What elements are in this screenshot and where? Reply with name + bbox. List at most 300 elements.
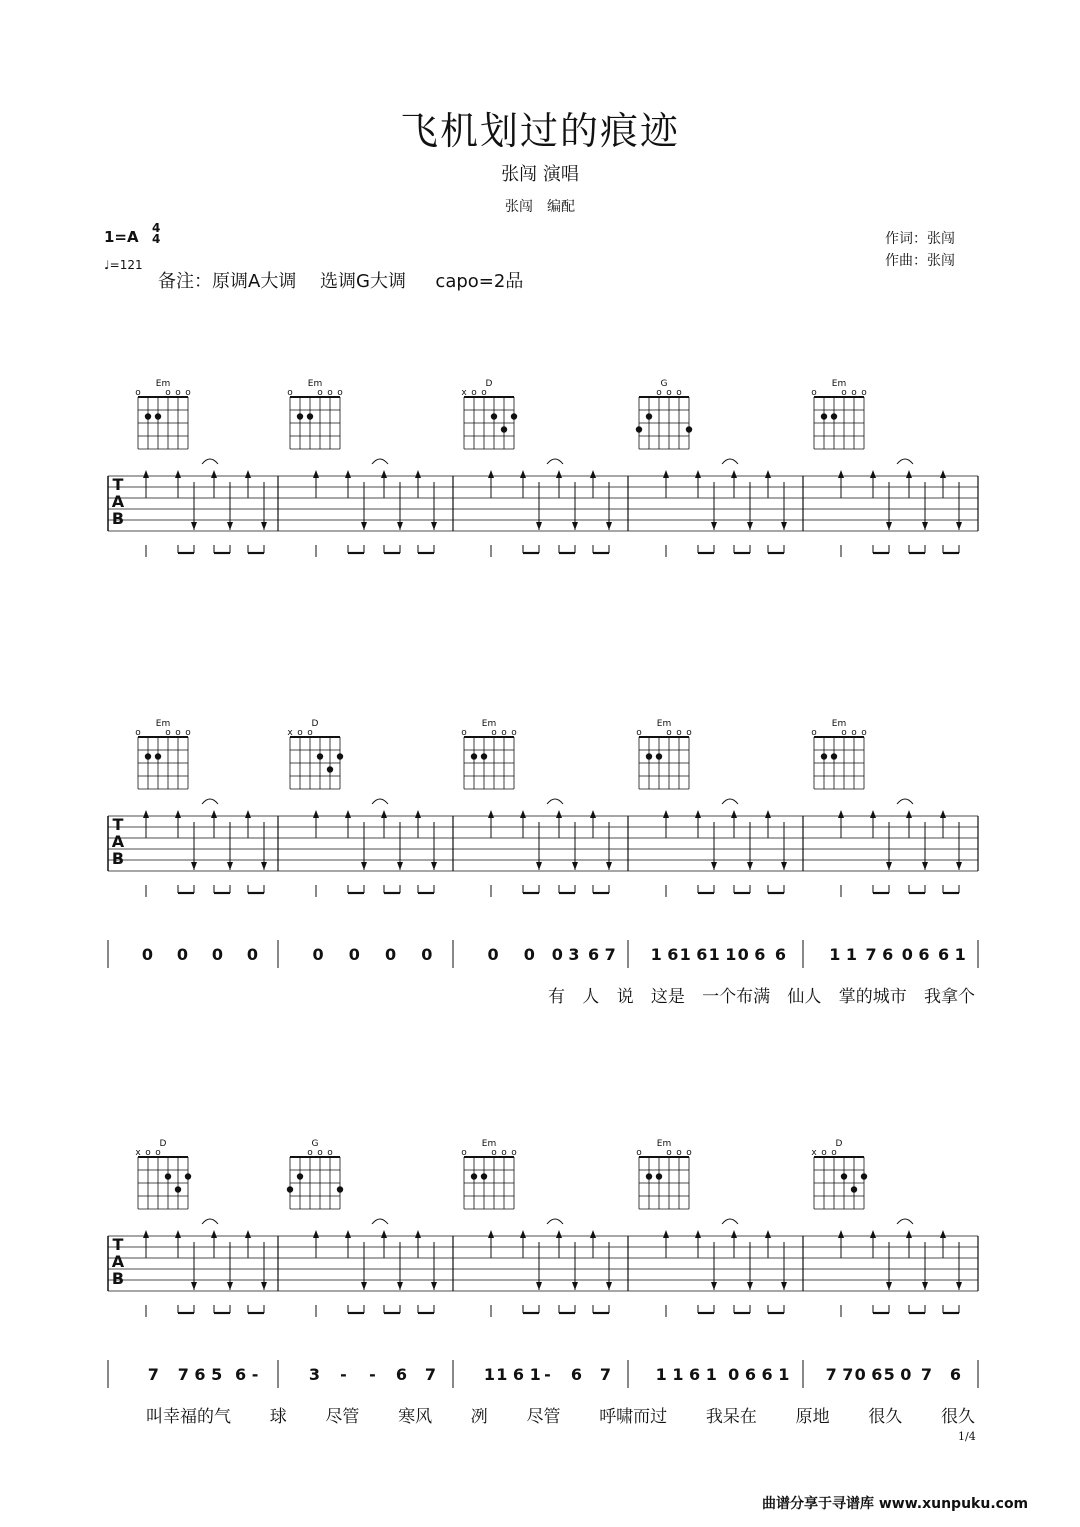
strum-measure (838, 799, 962, 897)
jianpu-note: 0 (385, 945, 397, 964)
lyric-word: 尽管 (526, 1407, 561, 1427)
open-string-icon: o (185, 388, 191, 398)
tie-arc (372, 799, 388, 804)
tie-arc (547, 1219, 563, 1224)
strum-up-arrow (940, 810, 946, 818)
strum-up-arrow (556, 1230, 562, 1238)
chord-name: D (485, 379, 493, 389)
open-string-icon: o (501, 1148, 507, 1158)
strum-measure (313, 459, 437, 557)
strum-up-arrow (520, 470, 526, 478)
strum-up-arrow (415, 1230, 421, 1238)
strum-down-arrow (536, 862, 542, 870)
open-string-icon: o (317, 388, 323, 398)
chord-name: G (660, 379, 668, 389)
open-string-icon: o (317, 1148, 323, 1158)
open-string-icon: o (851, 728, 857, 738)
finger-dot (297, 413, 303, 419)
finger-dot (337, 753, 343, 759)
strum-up-arrow (870, 1230, 876, 1238)
page-number: 1/4 (958, 1430, 976, 1443)
finger-dot (501, 426, 507, 432)
open-string-icon: o (297, 728, 303, 738)
finger-dot (337, 1186, 343, 1192)
strum-measure (663, 799, 787, 897)
open-string-icon: o (666, 728, 672, 738)
strum-up-arrow (663, 1230, 669, 1238)
finger-dot (155, 413, 161, 419)
lyric-word: 有 (548, 987, 565, 1007)
muted-string-icon: x (461, 388, 467, 398)
strum-measure (313, 799, 437, 897)
strum-up-arrow (838, 810, 844, 818)
finger-dot (861, 1173, 867, 1179)
jianpu-note: 6 (570, 1365, 583, 1384)
finger-dot (185, 1173, 191, 1179)
open-string-icon: o (175, 728, 181, 738)
arrangement-note: 备注：原调A大调 选调G大调 capo=2品 (158, 271, 524, 292)
strum-measure (838, 459, 962, 557)
finger-dot (297, 1173, 303, 1179)
finger-dot (636, 426, 642, 432)
finger-dot (165, 1173, 171, 1179)
jianpu-note: 0 6 6 1 (728, 1365, 790, 1384)
jianpu-note: 6 7 (587, 945, 616, 964)
arranger-credit: 张闯 编配 (505, 199, 575, 215)
jianpu-note: 6 - (234, 1365, 259, 1384)
strum-up-arrow (765, 470, 771, 478)
open-string-icon: o (686, 728, 692, 738)
lyric-word: 原地 (795, 1407, 830, 1427)
strum-down-arrow (261, 1282, 267, 1290)
strum-up-arrow (590, 470, 596, 478)
open-string-icon: o (676, 728, 682, 738)
open-string-icon: o (461, 1148, 467, 1158)
open-string-icon: o (307, 728, 313, 738)
finger-dot (155, 753, 161, 759)
open-string-icon: o (287, 388, 293, 398)
tab-clef-letter: A (111, 492, 125, 511)
chord-diagram (287, 1139, 343, 1209)
open-string-icon: o (686, 1148, 692, 1158)
strum-up-arrow (211, 470, 217, 478)
open-string-icon: o (501, 728, 507, 738)
tie-arc (372, 459, 388, 464)
chord-diagram (287, 719, 343, 789)
open-string-icon: o (656, 388, 662, 398)
open-string-icon: o (511, 728, 517, 738)
open-string-icon: o (165, 388, 171, 398)
jianpu-note: 6 (774, 945, 787, 964)
strum-down-arrow (431, 1282, 437, 1290)
chord-diagram (135, 379, 191, 449)
jianpu-note: 0 (141, 945, 154, 964)
finger-dot (481, 1173, 487, 1179)
jianpu-note: 0 (211, 945, 224, 964)
strum-down-arrow (572, 522, 578, 530)
strum-down-arrow (397, 1282, 403, 1290)
strum-up-arrow (590, 1230, 596, 1238)
tie-arc (202, 799, 218, 804)
strum-up-arrow (695, 810, 701, 818)
jianpu-note: 7 (424, 1365, 437, 1384)
tie-arc (202, 459, 218, 464)
jianpu-note: 0 3 (551, 945, 580, 964)
strum-up-arrow (695, 1230, 701, 1238)
strum-down-arrow (781, 522, 787, 530)
finger-dot (287, 1186, 293, 1192)
strum-up-arrow (520, 1230, 526, 1238)
jianpu-note: - (544, 1365, 551, 1384)
chord-diagram (287, 379, 343, 449)
lyric-word: 说 (616, 987, 634, 1007)
lyric-word: 这是 (650, 987, 685, 1007)
strum-up-arrow (175, 1230, 181, 1238)
strum-down-arrow (956, 522, 962, 530)
strum-down-arrow (781, 862, 787, 870)
chord-name: Em (481, 1139, 497, 1149)
strum-up-arrow (245, 470, 251, 478)
site-footer: 曲谱分享于寻谱库 www.xunpuku.com (762, 1496, 1029, 1512)
strum-down-arrow (361, 522, 367, 530)
open-string-icon: o (185, 728, 191, 738)
strum-down-arrow (711, 522, 717, 530)
chord-diagram (636, 1139, 692, 1209)
tab-clef-letter: T (112, 475, 124, 494)
open-string-icon: o (831, 1148, 837, 1158)
open-string-icon: o (307, 1148, 313, 1158)
strum-up-arrow (345, 470, 351, 478)
strum-up-arrow (520, 810, 526, 818)
strum-down-arrow (227, 862, 233, 870)
strum-up-arrow (143, 810, 149, 818)
finger-dot (821, 413, 827, 419)
chord-diagram (636, 719, 692, 789)
strum-up-arrow (143, 470, 149, 478)
strum-down-arrow (956, 1282, 962, 1290)
chord-name: Em (656, 1139, 672, 1149)
open-string-icon: o (327, 1148, 333, 1158)
finger-dot (175, 1186, 181, 1192)
chord-diagram (461, 379, 517, 449)
strum-down-arrow (781, 1282, 787, 1290)
strum-down-arrow (227, 1282, 233, 1290)
jianpu-line (108, 1360, 978, 1388)
tie-arc (372, 1219, 388, 1224)
jianpu-note: 0 (421, 945, 433, 964)
open-string-icon: o (491, 728, 497, 738)
finger-dot (491, 413, 497, 419)
lyric-word: 仙人 (787, 987, 822, 1007)
lyric-word: 球 (269, 1407, 287, 1427)
strum-up-arrow (345, 810, 351, 818)
strum-measure (143, 459, 267, 557)
jianpu-note: 1 1 (829, 945, 858, 964)
strum-down-arrow (361, 1282, 367, 1290)
strum-up-arrow (906, 1230, 912, 1238)
song-title: 飞机划过的痕迹 (399, 109, 680, 153)
strum-up-arrow (313, 1230, 319, 1238)
strum-up-arrow (556, 470, 562, 478)
jianpu-note: 0 (312, 945, 324, 964)
open-string-icon: o (481, 388, 487, 398)
strum-up-arrow (940, 1230, 946, 1238)
strum-down-arrow (536, 522, 542, 530)
strum-measure (313, 1219, 437, 1317)
jianpu-note: 7 (599, 1365, 612, 1384)
strum-up-arrow (663, 810, 669, 818)
strum-down-arrow (431, 862, 437, 870)
finger-dot (831, 753, 837, 759)
finger-dot (656, 753, 662, 759)
open-string-icon: o (666, 1148, 672, 1158)
open-string-icon: o (676, 1148, 682, 1158)
strum-measure (488, 459, 612, 557)
quarter-note-icon: ♩ (104, 258, 110, 272)
strum-measure (838, 1219, 962, 1317)
jianpu-note: 0 (246, 945, 259, 964)
tab-clef-letter: A (111, 1252, 125, 1271)
tab-clef-letter: T (112, 815, 124, 834)
strum-up-arrow (731, 810, 737, 818)
chord-diagram (811, 719, 867, 789)
strum-down-arrow (191, 1282, 197, 1290)
strum-measure (143, 799, 267, 897)
lyric-word: 我拿个 (924, 987, 975, 1007)
strum-up-arrow (870, 470, 876, 478)
strum-up-arrow (765, 810, 771, 818)
lyric-word: 我呆在 (705, 1407, 757, 1427)
finger-dot (145, 753, 151, 759)
strum-down-arrow (606, 1282, 612, 1290)
tab-clef-letter: B (111, 1269, 125, 1288)
tie-arc (722, 459, 738, 464)
strum-up-arrow (175, 470, 181, 478)
strum-up-arrow (663, 470, 669, 478)
strum-up-arrow (940, 470, 946, 478)
strum-up-arrow (488, 470, 494, 478)
open-string-icon: o (155, 1148, 161, 1158)
chord-name: Em (155, 379, 171, 389)
strum-down-arrow (711, 1282, 717, 1290)
open-string-icon: o (861, 388, 867, 398)
tie-arc (722, 799, 738, 804)
strum-measure (143, 1219, 267, 1317)
jianpu-note: 0 6 (854, 1365, 883, 1384)
jianpu-line (108, 940, 978, 968)
chord-name: Em (155, 719, 171, 729)
jianpu-note: 7 6 (865, 945, 894, 964)
open-string-icon: o (135, 388, 141, 398)
open-string-icon: o (327, 388, 333, 398)
strum-up-arrow (556, 810, 562, 818)
strum-down-arrow (572, 862, 578, 870)
finger-dot (841, 1173, 847, 1179)
open-string-icon: o (666, 388, 672, 398)
strum-up-arrow (731, 470, 737, 478)
chord-diagram (135, 1139, 191, 1209)
lyric-word: 叫幸福的气 (146, 1407, 231, 1427)
key-signature: 1=A (104, 228, 139, 246)
lyric-word: 很久 (941, 1407, 975, 1427)
strum-up-arrow (415, 810, 421, 818)
lyric-word: 尽管 (325, 1407, 360, 1427)
open-string-icon: o (511, 1148, 517, 1158)
strum-down-arrow (922, 1282, 928, 1290)
strum-down-arrow (747, 522, 753, 530)
chord-name: G (311, 1139, 319, 1149)
jianpu-note: 0 (348, 945, 360, 964)
tab-clef-letter: B (111, 509, 125, 528)
chord-name: Em (656, 719, 672, 729)
strum-measure (488, 1219, 612, 1317)
strum-down-arrow (711, 862, 717, 870)
meter-bottom: 4 (152, 232, 161, 246)
strum-up-arrow (488, 810, 494, 818)
jianpu-note: 1 1 (708, 945, 737, 964)
strum-down-arrow (747, 1282, 753, 1290)
lyric-word: 呼啸而过 (599, 1407, 668, 1427)
muted-string-icon: x (287, 728, 293, 738)
strum-up-arrow (838, 1230, 844, 1238)
chord-name: Em (307, 379, 323, 389)
tie-arc (897, 1219, 913, 1224)
strum-up-arrow (590, 810, 596, 818)
chord-diagram (461, 719, 517, 789)
strum-up-arrow (838, 470, 844, 478)
jianpu-note: 7 (920, 1365, 933, 1384)
finger-dot (511, 413, 517, 419)
open-string-icon: o (676, 388, 682, 398)
tie-arc (202, 1219, 218, 1224)
finger-dot (646, 1173, 652, 1179)
chord-name: Em (481, 719, 497, 729)
muted-string-icon: x (135, 1148, 141, 1158)
strum-up-arrow (415, 470, 421, 478)
finger-dot (646, 413, 652, 419)
jianpu-note: 1 6 (650, 945, 679, 964)
strum-down-arrow (886, 522, 892, 530)
jianpu-note: 1 6 1 (496, 1365, 541, 1384)
jianpu-note: 3 (308, 1365, 321, 1384)
strum-down-arrow (397, 522, 403, 530)
finger-dot (831, 413, 837, 419)
tab-staff (108, 459, 978, 557)
strum-up-arrow (906, 470, 912, 478)
finger-dot (327, 766, 333, 772)
strum-down-arrow (886, 862, 892, 870)
jianpu-note: - (369, 1365, 376, 1384)
strum-down-arrow (956, 862, 962, 870)
lyric-word: 人 (582, 987, 600, 1007)
strum-up-arrow (313, 470, 319, 478)
lyrics-line (146, 1407, 975, 1427)
meter-top: 4 (152, 221, 161, 235)
lyricist-credit: 作词：张闯 (885, 231, 955, 247)
strum-up-arrow (381, 810, 387, 818)
strum-down-arrow (397, 862, 403, 870)
lyrics-line (548, 987, 975, 1007)
strum-up-arrow (245, 1230, 251, 1238)
jianpu-note: 7 6 5 (177, 1365, 223, 1384)
strum-down-arrow (922, 522, 928, 530)
lyric-word: 很久 (868, 1407, 903, 1427)
strum-up-arrow (245, 810, 251, 818)
strum-up-arrow (870, 810, 876, 818)
finger-dot (145, 413, 151, 419)
strum-up-arrow (695, 470, 701, 478)
composer-credit: 作曲：张闯 (885, 253, 955, 269)
jianpu-note: 7 7 (825, 1365, 854, 1384)
strum-measure (663, 459, 787, 557)
tie-arc (897, 459, 913, 464)
finger-dot (851, 1186, 857, 1192)
chord-diagram (135, 719, 191, 789)
strum-down-arrow (606, 522, 612, 530)
chord-diagram (811, 379, 867, 449)
strum-up-arrow (906, 810, 912, 818)
open-string-icon: o (461, 728, 467, 738)
tempo-value: =121 (109, 258, 143, 272)
finger-dot (481, 753, 487, 759)
jianpu-note: 6 1 (937, 945, 966, 964)
strum-up-arrow (211, 810, 217, 818)
strum-down-arrow (191, 522, 197, 530)
strum-up-arrow (143, 1230, 149, 1238)
finger-dot (307, 413, 313, 419)
jianpu-note: 0 (487, 945, 499, 964)
strum-down-arrow (261, 862, 267, 870)
score-system (108, 719, 978, 1007)
strum-down-arrow (922, 862, 928, 870)
chord-name: Em (831, 379, 847, 389)
open-string-icon: o (165, 728, 171, 738)
open-string-icon: o (636, 728, 642, 738)
jianpu-note: 6 (949, 1365, 962, 1384)
tab-staff (108, 1219, 978, 1317)
jianpu-note: 7 (147, 1365, 159, 1384)
open-string-icon: o (145, 1148, 151, 1158)
lyric-word: 掌的城市 (838, 987, 907, 1007)
strum-up-arrow (211, 1230, 217, 1238)
strum-up-arrow (381, 470, 387, 478)
finger-dot (686, 426, 692, 432)
tab-clef-letter: T (112, 1235, 124, 1254)
tie-arc (547, 799, 563, 804)
strum-down-arrow (191, 862, 197, 870)
open-string-icon: o (811, 388, 817, 398)
jianpu-note: 1 (483, 1365, 496, 1384)
lyric-word: 冽 (470, 1407, 488, 1427)
open-string-icon: o (636, 1148, 642, 1158)
singer-credit: 张闯 演唱 (501, 164, 579, 185)
finger-dot (471, 1173, 477, 1179)
chord-diagram (461, 1139, 517, 1209)
finger-dot (656, 1173, 662, 1179)
tie-arc (722, 1219, 738, 1224)
open-string-icon: o (135, 728, 141, 738)
finger-dot (646, 753, 652, 759)
chord-name: D (835, 1139, 843, 1149)
jianpu-note: - (340, 1365, 347, 1384)
muted-string-icon: x (811, 1148, 817, 1158)
finger-dot (471, 753, 477, 759)
strum-down-arrow (747, 862, 753, 870)
open-string-icon: o (821, 1148, 827, 1158)
open-string-icon: o (861, 728, 867, 738)
strum-up-arrow (381, 1230, 387, 1238)
jianpu-note: 6 (395, 1365, 408, 1384)
